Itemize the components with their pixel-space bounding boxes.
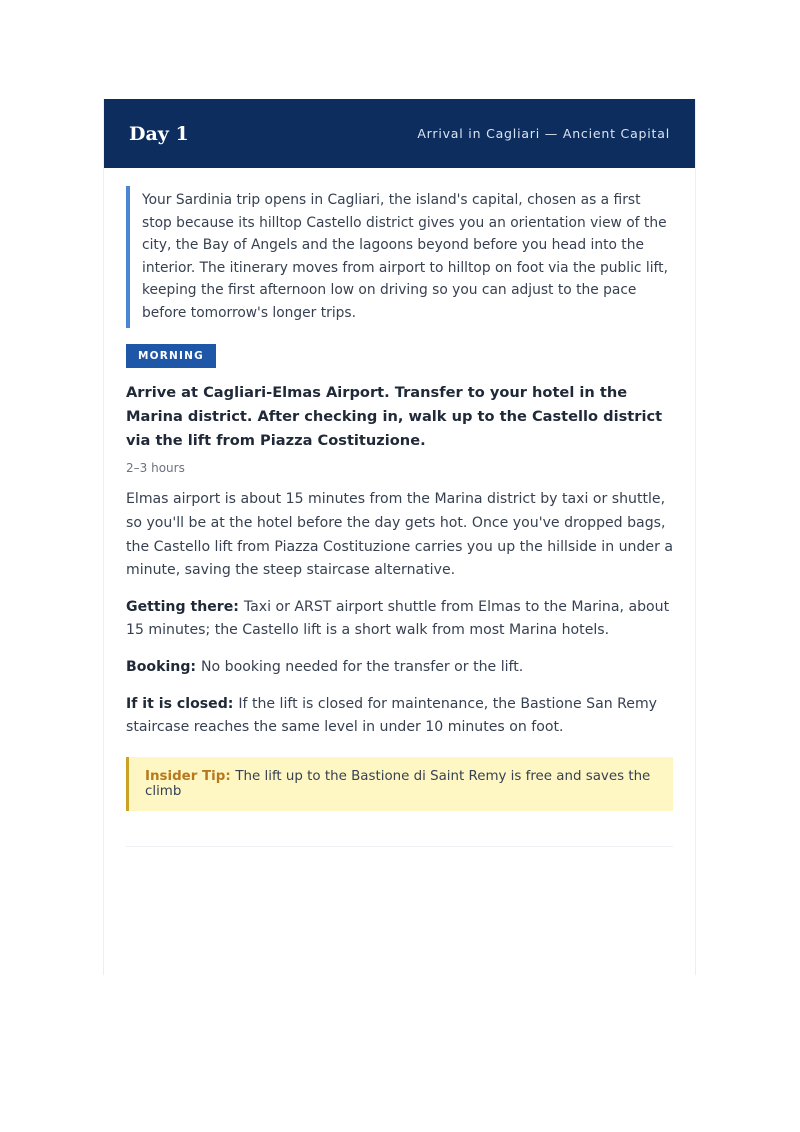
insider-tip-text: The lift up to the Bastione di Saint Remy is free and saves the climb xyxy=(145,768,651,799)
insider-tip xyxy=(126,757,673,811)
insider-tip-label: Insider Tip: xyxy=(145,768,236,784)
day-header xyxy=(104,99,695,168)
activity-title: Arrive at Cagliari-Elmas Airport. Transfer to your hotel in the Marina district. After checking in, walk up to the Castello district via the lift from Piazza Costituzione. xyxy=(126,383,663,450)
closed-row xyxy=(126,693,673,740)
day-title: Day 1 xyxy=(129,122,189,145)
getting-there-row xyxy=(126,596,673,643)
day-card xyxy=(103,99,696,975)
booking-label: Booking: xyxy=(126,659,201,676)
booking-text: No booking needed for the transfer or the lift. xyxy=(200,659,524,676)
getting-there-text: Taxi or ARST airport shuttle from Elmas to the Marina, about 15 minutes; the Castello lift is a short walk from most Marina hotels. xyxy=(126,598,670,639)
activity-duration: 2–3 hours xyxy=(126,461,185,476)
activity-description: Elmas airport is about 15 minutes from the Marina district by taxi or shuttle, so you'll be at the hotel before the day gets hot. Once you've dropped bags, the Castello lift from Piazza Costituzione carries you up the hillside in under a minute, saving the steep staircase alternative. xyxy=(126,491,674,579)
booking-row xyxy=(126,656,673,680)
day-subtitle: Arrival in Cagliari — Ancient Capital xyxy=(417,126,670,141)
card-fade xyxy=(104,915,695,975)
closed-label: If it is closed: xyxy=(126,695,239,712)
day-content xyxy=(104,168,695,847)
getting-there-label: Getting there: xyxy=(126,598,244,615)
day-intro: Your Sardinia trip opens in Cagliari, the island's capital, chosen as a first stop because its hilltop Castello district gives you an orientation view of the city, the Bay of Angels and the lagoons beyond before you head into the interior. The itinerary moves from airport to hilltop on foot via the public lift, keeping the first afternoon low on driving so you can adjust to the pace before tomorrow's longer trips. xyxy=(126,186,673,328)
morning-badge: MORNING xyxy=(126,344,216,368)
section-divider xyxy=(126,846,673,847)
closed-text: If the lift is closed for maintenance, the Bastione San Remy staircase reaches the same level in under 10 minutes on foot. xyxy=(126,695,658,736)
